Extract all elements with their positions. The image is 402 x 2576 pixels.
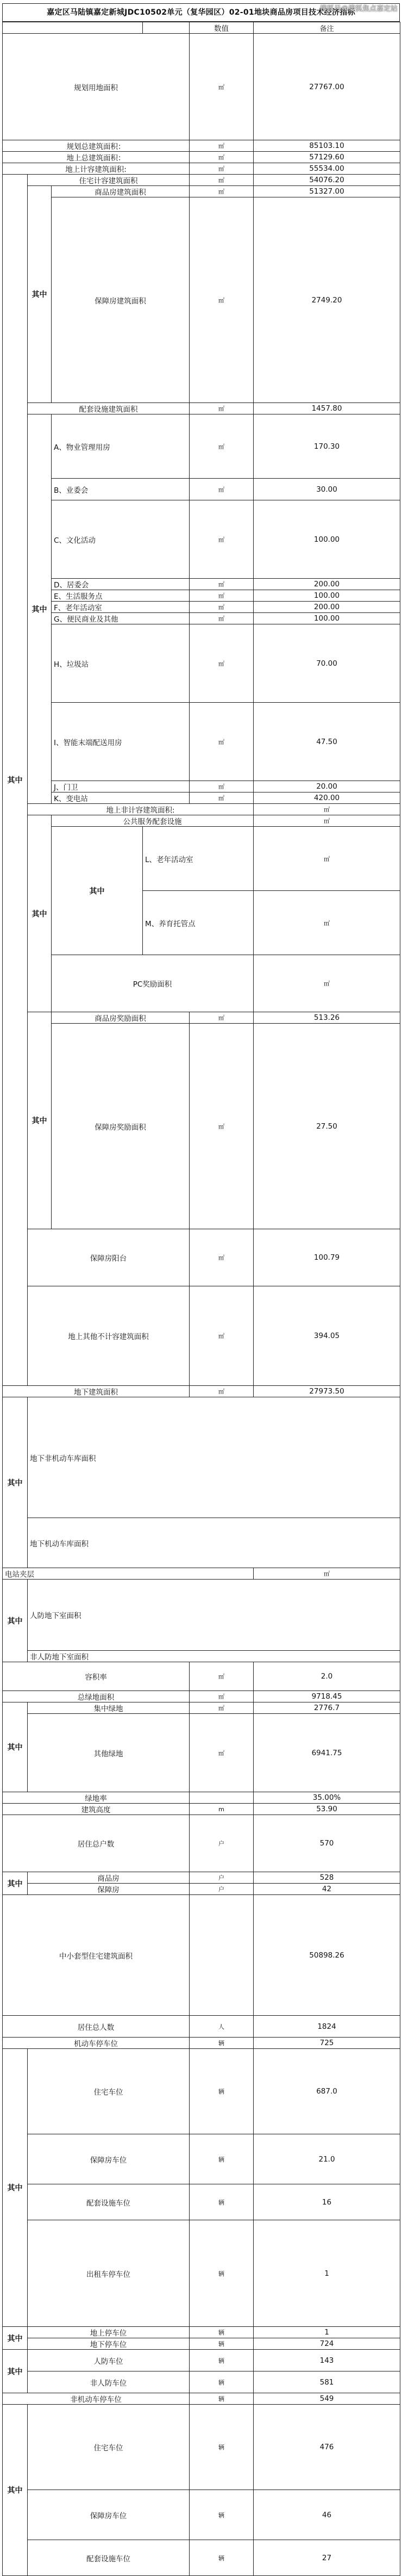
table-row <box>3 186 400 197</box>
row-label: 地上其他不计容建筑面积 <box>28 1286 190 1386</box>
row-unit: ㎡ <box>190 1691 254 1702</box>
row-label: 出租车停车位 <box>28 2220 190 2327</box>
row-value: 100.00 <box>254 500 400 579</box>
row-unit: 辆 <box>190 2038 254 2049</box>
group-label-cell: 其中 <box>3 2049 28 2327</box>
row-unit: ㎡ <box>190 579 254 590</box>
table-row <box>3 955 400 1012</box>
table-row <box>3 1397 400 1518</box>
group-label-cell: 其中 <box>28 815 52 1012</box>
row-unit: ㎡ <box>190 1229 254 1286</box>
row-value: 687.0 <box>254 2049 400 2134</box>
row-unit: ㎡ <box>190 613 254 624</box>
row-label: 非人防车位 <box>28 2371 190 2393</box>
table-row <box>3 2134 400 2184</box>
row-unit: ㎡ <box>190 1714 254 1792</box>
row-label: 配套设施建筑面积 <box>28 403 190 414</box>
header-unit <box>143 22 190 34</box>
row-label: 电站夹层 <box>3 1568 254 1580</box>
row-unit: 辆 <box>190 2184 254 2220</box>
row-unit: 户 <box>190 1815 254 1872</box>
row-unit: ㎡ <box>190 414 254 479</box>
row-label: A、物业管理用房 <box>52 414 190 479</box>
table-row <box>3 602 400 613</box>
row-value: 70.00 <box>254 624 400 703</box>
row-label: I、智能末端配送用房 <box>52 703 190 781</box>
table-row <box>3 2049 400 2134</box>
row-unit: m <box>190 1804 254 1815</box>
table-row <box>3 1662 400 1691</box>
row-value: 724 <box>254 2338 400 2350</box>
row-label: G、便民商业及其他 <box>52 613 190 624</box>
row-label: 住宅车位 <box>28 2405 190 2490</box>
row-label: 集中绿地 <box>28 1702 190 1714</box>
row-label: 地下非机动车库面积 <box>28 1397 400 1518</box>
row-value: 54076.20 <box>254 175 400 186</box>
row-value: 549 <box>254 2393 400 2405</box>
row-unit: ㎡ <box>190 500 254 579</box>
table-row <box>3 2490 400 2540</box>
row-value: 35.00% <box>254 1792 400 1804</box>
row-label: 中小套型住宅建筑面积 <box>3 1895 190 2016</box>
row-label: 商品房建筑面积 <box>52 186 190 197</box>
table-row <box>3 781 400 792</box>
table-row <box>3 2405 400 2490</box>
row-unit: 辆 <box>190 2327 254 2338</box>
row-value: 1457.80 <box>254 403 400 414</box>
table-row <box>3 1386 400 1397</box>
table-header-row <box>3 22 400 34</box>
row-value: 42 <box>254 1884 400 1895</box>
row-value: 2776.7 <box>254 1702 400 1714</box>
table-row <box>3 1702 400 1714</box>
row-value: 16 <box>254 2184 400 2220</box>
table-row <box>3 613 400 624</box>
row-label: 规划总建筑面积： <box>3 140 190 152</box>
table-row <box>3 1580 400 1651</box>
row-value: 725 <box>254 2038 400 2049</box>
row-label: E、生活服务点 <box>52 590 190 602</box>
row-unit <box>190 1792 254 1804</box>
table-row <box>3 1804 400 1815</box>
row-value: 27 <box>254 2540 400 2576</box>
table-row <box>3 1286 400 1386</box>
row-label: K、变电站 <box>52 792 190 804</box>
row-unit: 户 <box>190 1872 254 1884</box>
table-row <box>3 197 400 403</box>
row-label: 居住总人数 <box>3 2016 190 2038</box>
row-value: 51327.00 <box>254 186 400 197</box>
row-label: 保障房 <box>28 1884 190 1895</box>
table-row <box>3 1518 400 1568</box>
row-unit: ㎡ <box>190 403 254 414</box>
row-unit: 辆 <box>190 2049 254 2134</box>
row-unit: 辆 <box>190 2405 254 2490</box>
table-row <box>3 1229 400 1286</box>
header-value: 数值 <box>190 22 254 34</box>
group-label-cell: 其中 <box>3 2405 28 2576</box>
row-value: 100.00 <box>254 613 400 624</box>
row-value: 420.00 <box>254 792 400 804</box>
row-value: 55534.00 <box>254 163 400 175</box>
row-unit: ㎡ <box>190 175 254 186</box>
row-unit: ㎡ <box>190 1662 254 1691</box>
table-row <box>3 815 400 827</box>
table-row <box>3 175 400 186</box>
row-label: 机动车停车位 <box>3 2038 190 2049</box>
table-row <box>3 2038 400 2049</box>
table-row <box>3 1024 400 1229</box>
row-label: J、门卫 <box>52 781 190 792</box>
row-unit: ㎡ <box>254 804 400 815</box>
table-row <box>3 2327 400 2338</box>
row-unit: 辆 <box>190 2350 254 2371</box>
row-label: 其他绿地 <box>28 1714 190 1792</box>
row-value: 47.50 <box>254 703 400 781</box>
row-label: D、居委会 <box>52 579 190 590</box>
table-row <box>3 703 400 781</box>
row-value: 2.0 <box>254 1662 400 1691</box>
row-label: 居住总户数 <box>3 1815 190 1872</box>
row-unit: ㎡ <box>190 781 254 792</box>
table-row <box>3 590 400 602</box>
row-value: 1824 <box>254 2016 400 2038</box>
row-unit: 辆 <box>190 2338 254 2350</box>
row-unit: ㎡ <box>190 1386 254 1397</box>
group-label-cell: 其中 <box>3 2327 28 2350</box>
row-label: 地下机动车库面积 <box>28 1518 400 1568</box>
row-value: 170.30 <box>254 414 400 479</box>
row-unit: ㎡ <box>190 34 254 140</box>
row-label: 人防车位 <box>28 2350 190 2371</box>
row-unit: 辆 <box>190 2220 254 2327</box>
row-label: 容积率 <box>3 1662 190 1691</box>
row-label: 地上总建筑面积： <box>3 152 190 163</box>
row-label: 建筑高度 <box>3 1804 190 1815</box>
row-label: 保障房车位 <box>28 2490 190 2540</box>
row-label: 住宅车位 <box>28 2049 190 2134</box>
table-row <box>3 1568 400 1580</box>
row-label: 规划用地面积 <box>3 34 190 140</box>
row-value: 85103.10 <box>254 140 400 152</box>
row-unit: ㎡ <box>254 1568 400 1580</box>
table-row <box>3 1012 400 1024</box>
page-title: 嘉定区马陆镇嘉定新城JDC10502单元（复华园区）02-01地块商品房项目技术经济指标 <box>2 3 400 22</box>
row-unit: 人 <box>190 2016 254 2038</box>
watermark: 搜狐号@搜狐焦点嘉定站 <box>319 4 398 13</box>
row-unit: ㎡ <box>254 815 400 827</box>
row-unit: ㎡ <box>190 624 254 703</box>
row-unit: ㎡ <box>190 140 254 152</box>
row-unit: ㎡ <box>190 703 254 781</box>
group-label-cell: 其中 <box>28 1012 52 1229</box>
row-label: 保障房建筑面积 <box>52 197 190 403</box>
table-row <box>3 1792 400 1804</box>
row-unit: ㎡ <box>254 891 400 955</box>
row-label: 商品房奖励面积 <box>52 1012 190 1024</box>
row-label: 配套设施车位 <box>28 2540 190 2576</box>
row-label: 总绿地面积 <box>3 1691 190 1702</box>
row-value: 6941.75 <box>254 1714 400 1792</box>
row-label: 保障房车位 <box>28 2134 190 2184</box>
row-value: 100.79 <box>254 1229 400 1286</box>
row-label: B、业委会 <box>52 479 190 500</box>
row-label: M、养育托管点 <box>143 891 254 955</box>
row-value: 581 <box>254 2371 400 2393</box>
table-row <box>3 2016 400 2038</box>
table-row <box>3 2371 400 2393</box>
row-unit: 辆 <box>190 2540 254 2576</box>
row-value: 143 <box>254 2350 400 2371</box>
row-label: 人防地下室面积 <box>28 1580 400 1651</box>
row-label: 地上非计容建筑面积: <box>28 804 254 815</box>
row-label: 住宅计容建筑面积 <box>28 175 190 186</box>
group-label-cell: 其中 <box>3 2350 28 2393</box>
row-value: 476 <box>254 2405 400 2490</box>
row-value: 528 <box>254 1872 400 1884</box>
table-row <box>3 34 400 140</box>
table-row <box>3 2220 400 2327</box>
row-value: 1 <box>254 2327 400 2338</box>
row-label: F、老年活动室 <box>52 602 190 613</box>
row-unit: ㎡ <box>190 1286 254 1386</box>
table-row <box>3 1884 400 1895</box>
table-row <box>3 827 400 891</box>
table-row <box>3 140 400 152</box>
row-value: 1 <box>254 2220 400 2327</box>
row-unit: ㎡ <box>190 792 254 804</box>
row-value: 200.00 <box>254 579 400 590</box>
header-note: 备注 <box>254 22 400 34</box>
group-label-cell: 其中 <box>3 175 28 1386</box>
row-unit: ㎡ <box>190 186 254 197</box>
row-unit: ㎡ <box>190 1702 254 1714</box>
row-unit: ㎡ <box>190 590 254 602</box>
row-value: 30.00 <box>254 479 400 500</box>
row-label: 保障房阳台 <box>28 1229 190 1286</box>
row-label: 地下停车位 <box>28 2338 190 2350</box>
row-label: 非机动车停车位 <box>3 2393 190 2405</box>
row-value: 570 <box>254 1815 400 1872</box>
row-unit: ㎡ <box>190 1012 254 1024</box>
row-unit: 户 <box>190 1884 254 1895</box>
table-row <box>3 1691 400 1702</box>
indicator-table <box>2 22 400 2576</box>
row-unit: ㎡ <box>190 152 254 163</box>
row-value: 100.00 <box>254 590 400 602</box>
row-label: 商品房 <box>28 1872 190 1884</box>
row-label: L、老年活动室 <box>143 827 254 891</box>
table-row <box>3 624 400 703</box>
row-unit: ㎡ <box>254 827 400 891</box>
group-label-cell: 其中 <box>28 186 52 403</box>
table-row <box>3 1651 400 1662</box>
group-label-cell: 其中 <box>3 1397 28 1568</box>
table-row <box>3 1714 400 1792</box>
table-row <box>3 500 400 579</box>
row-unit: ㎡ <box>254 955 400 1012</box>
row-value: 394.05 <box>254 1286 400 1386</box>
table-row <box>3 163 400 175</box>
row-value: 53.90 <box>254 1804 400 1815</box>
row-value: 57129.60 <box>254 152 400 163</box>
row-value: 20.00 <box>254 781 400 792</box>
row-unit: ㎡ <box>190 479 254 500</box>
header-blank <box>3 22 143 34</box>
row-unit <box>190 1895 254 2016</box>
table-row <box>3 1872 400 1884</box>
table-row <box>3 2350 400 2371</box>
row-label: H、垃圾站 <box>52 624 190 703</box>
row-label: C、文化活动 <box>52 500 190 579</box>
row-unit: ㎡ <box>190 163 254 175</box>
row-value: 46 <box>254 2490 400 2540</box>
table-row <box>3 1815 400 1872</box>
row-label: 保障房奖励面积 <box>52 1024 190 1229</box>
table-row <box>3 152 400 163</box>
table-row <box>3 804 400 815</box>
table-row <box>3 2393 400 2405</box>
row-value: 27.50 <box>254 1024 400 1229</box>
table-row <box>3 579 400 590</box>
row-unit: ㎡ <box>190 602 254 613</box>
table-row <box>3 1895 400 2016</box>
row-label: 地上停车位 <box>28 2327 190 2338</box>
table-row <box>3 403 400 414</box>
group-label-cell: 其中 <box>3 1702 28 1792</box>
row-unit: ㎡ <box>190 197 254 403</box>
row-label: 非人防地下室面积 <box>28 1651 400 1662</box>
row-unit: 辆 <box>190 2134 254 2184</box>
row-value: 9718.45 <box>254 1691 400 1702</box>
table-row <box>3 2338 400 2350</box>
row-value: 2749.20 <box>254 197 400 403</box>
row-unit: 辆 <box>190 2371 254 2393</box>
group-label-cell: 其中 <box>52 827 143 955</box>
table-row <box>3 2540 400 2576</box>
row-value: 27973.50 <box>254 1386 400 1397</box>
table-row <box>3 414 400 479</box>
row-unit: ㎡ <box>190 1024 254 1229</box>
group-label-cell: 其中 <box>28 414 52 804</box>
row-label: 地上计容建筑面积: <box>3 163 190 175</box>
row-value: 200.00 <box>254 602 400 613</box>
row-unit: 辆 <box>190 2393 254 2405</box>
table-row <box>3 2184 400 2220</box>
row-label: 地下建筑面积 <box>3 1386 190 1397</box>
group-label-cell: 其中 <box>3 1872 28 1895</box>
row-value: 50898.26 <box>254 1895 400 2016</box>
row-label: 公共服务配套设施 <box>52 815 254 827</box>
row-value: 513.26 <box>254 1012 400 1024</box>
row-value: 27767.00 <box>254 34 400 140</box>
row-label: 配套设施车位 <box>28 2184 190 2220</box>
row-unit: 辆 <box>190 2490 254 2540</box>
group-label-cell: 其中 <box>3 1580 28 1662</box>
row-label: 绿地率 <box>3 1792 190 1804</box>
row-label: PC奖励面积 <box>52 955 254 1012</box>
row-value: 21.0 <box>254 2134 400 2184</box>
table-row <box>3 479 400 500</box>
table-row <box>3 792 400 804</box>
